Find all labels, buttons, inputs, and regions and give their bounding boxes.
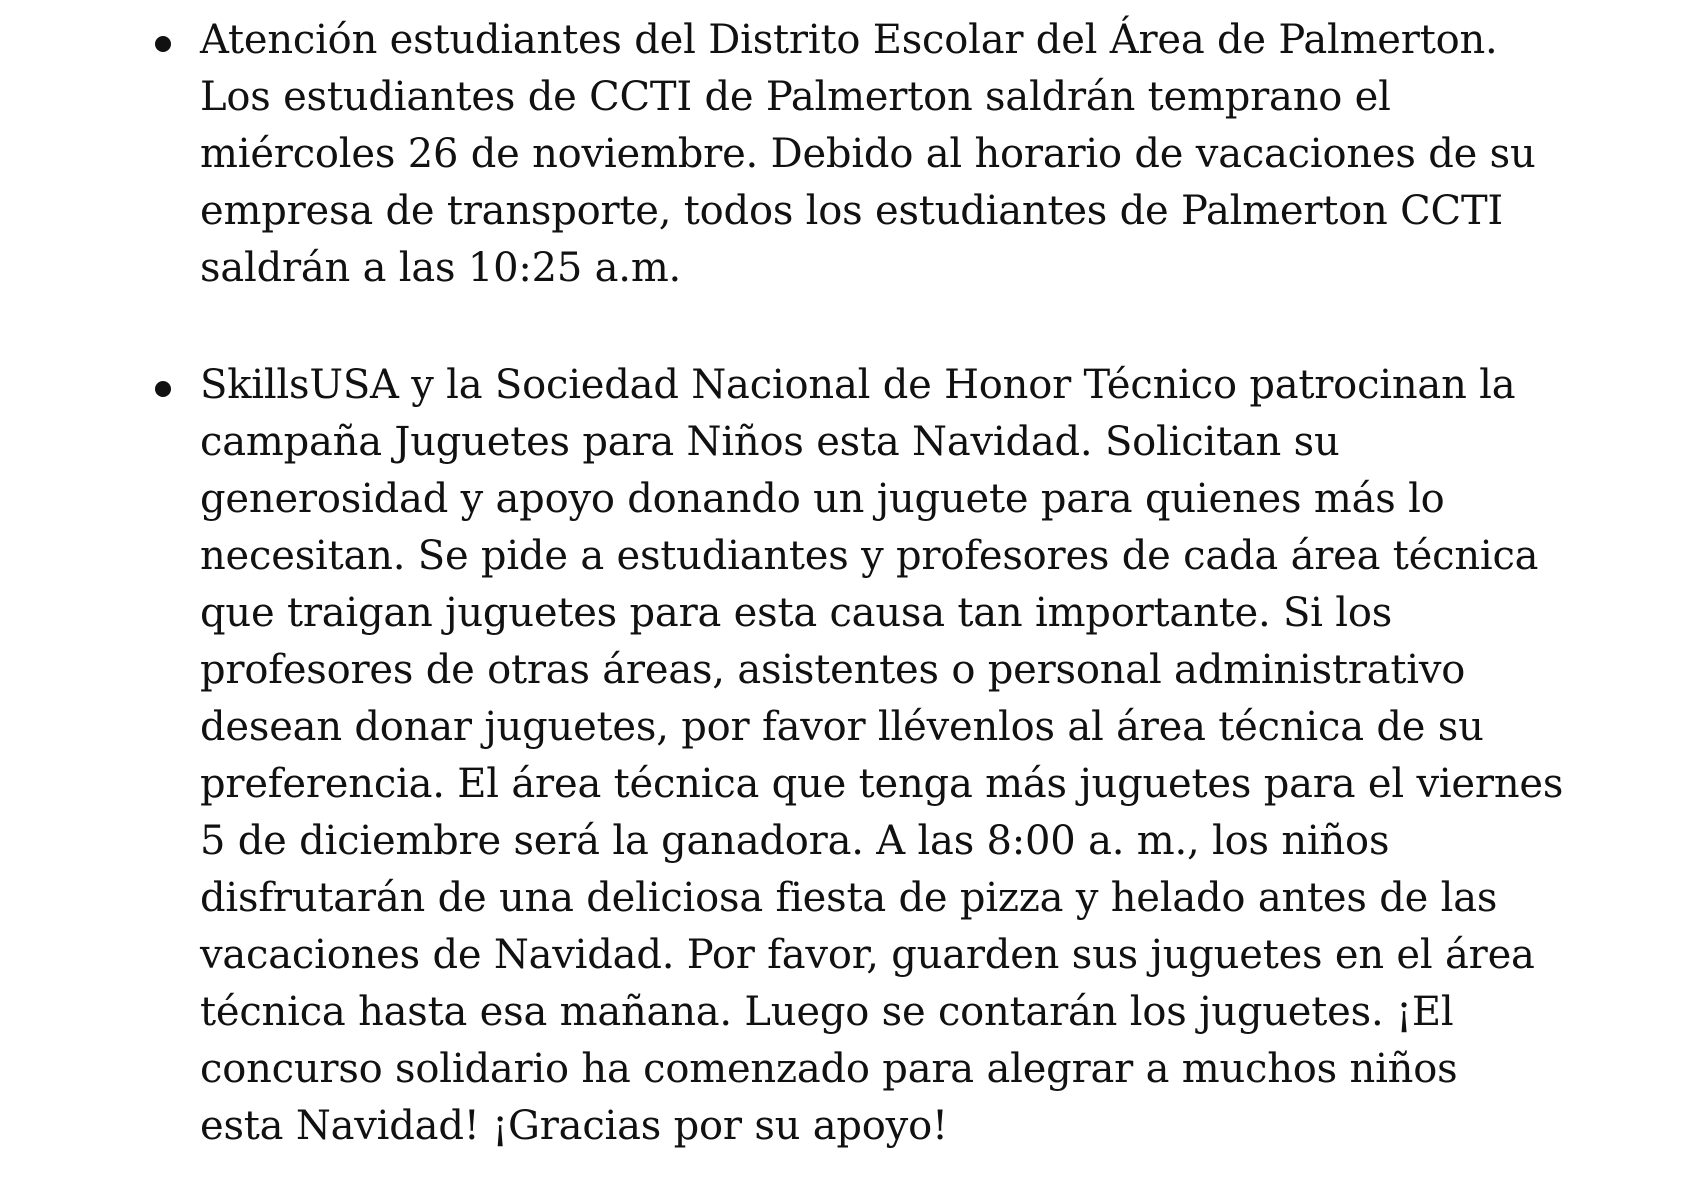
text-line: necesitan. Se pide a estudiantes y profesores de cada área técnica — [200, 533, 1539, 579]
text-line: concurso solidario ha comenzado para alegrar a muchos niños — [200, 1046, 1458, 1092]
bullet-icon — [155, 381, 171, 397]
text-line: preferencia. El área técnica que tenga más juguetes para el viernes — [200, 761, 1564, 807]
text-line: vacaciones de Navidad. Por favor, guarden sus juguetes en el área — [200, 932, 1535, 978]
text-line: generosidad y apoyo donando un juguete para quienes más lo — [200, 476, 1445, 522]
text-line: esta Navidad! ¡Gracias por su apoyo! — [200, 1103, 948, 1149]
text-line: desean donar juguetes, por favor llévenlos al área técnica de su — [200, 704, 1484, 750]
text-line: disfrutarán de una deliciosa fiesta de pizza y helado antes de las — [200, 875, 1498, 921]
text-line: Los estudiantes de CCTI de Palmerton saldrán temprano el — [200, 74, 1391, 120]
text-line: saldrán a las 10:25 a.m. — [200, 245, 682, 291]
announcement-list — [150, 12, 1650, 1155]
text-line: empresa de transporte, todos los estudiantes de Palmerton CCTI — [200, 188, 1504, 234]
text-line: SkillsUSA y la Sociedad Nacional de Honor Técnico patrocinan la — [200, 362, 1516, 408]
announcement-early-dismissal — [150, 12, 1650, 297]
text-line: campaña Juguetes para Niños esta Navidad. Solicitan su — [200, 419, 1340, 465]
text-line: Atención estudiantes del Distrito Escolar del Área de Palmerton. — [200, 17, 1498, 63]
text-line: profesores de otras áreas, asistentes o personal administrativo — [200, 647, 1466, 693]
text-line: miércoles 26 de noviembre. Debido al horario de vacaciones de su — [200, 131, 1536, 177]
text-line: técnica hasta esa mañana. Luego se contarán los juguetes. ¡El — [200, 989, 1454, 1035]
bullet-icon — [155, 36, 171, 52]
text-line: 5 de diciembre será la ganadora. A las 8:00 a. m., los niños — [200, 818, 1390, 864]
announcement-toy-drive — [150, 357, 1650, 1155]
text-line: que traigan juguetes para esta causa tan importante. Si los — [200, 590, 1393, 636]
